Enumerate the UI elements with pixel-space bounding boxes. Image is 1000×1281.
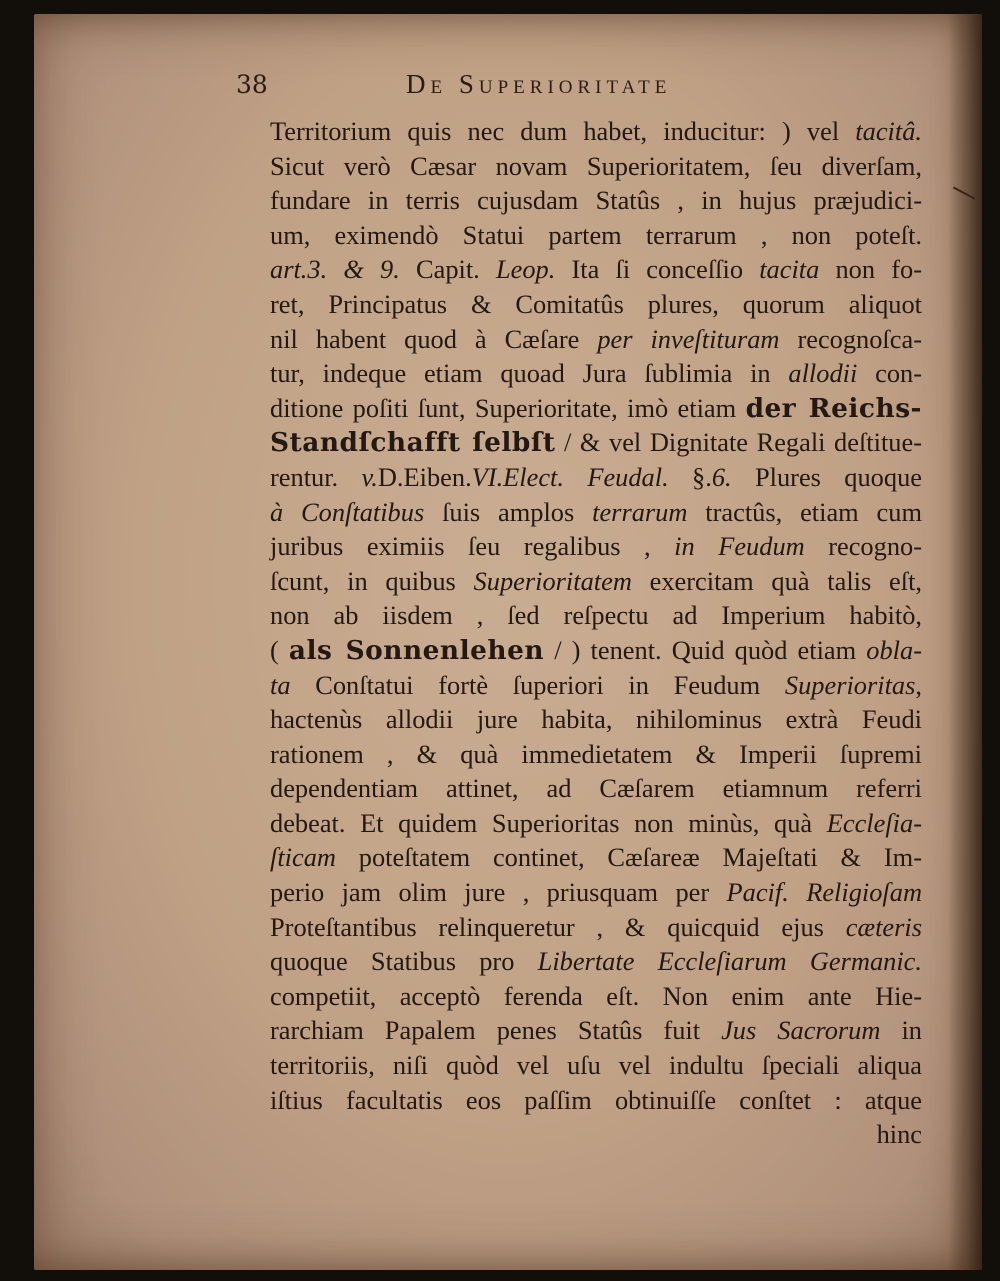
italic-text: Libertate Eccleſiarum Germanic. [537,946,922,977]
italic-text: Pacif. Religioſam [726,877,923,908]
italic-text: cæteris [845,911,922,942]
italic-text: obla- [866,634,922,665]
text-line [270,183,922,218]
text-line [270,979,922,1014]
text-segment: ſuis amplos [424,496,593,527]
text-line [270,771,922,806]
text-segment: exercitam quà talis eſt, [631,565,922,596]
text-segment: con- [857,358,922,389]
text-segment: D.Eiben. [377,461,472,492]
text-segment: tur, indeque etiam quoad Jura ſublimia in [270,358,789,389]
text-line [270,425,922,460]
text-segment: / ) tenent. Quid quòd etiam [544,634,867,665]
running-head: De Superioritate [406,69,672,99]
text-line [270,702,922,737]
text-line [270,356,922,391]
text-segment: in [880,1015,923,1046]
text-line [270,910,922,945]
text-line [270,598,922,633]
text-line [270,529,922,564]
text-segment: recogno- [804,531,923,562]
italic-text: tacitâ. [855,116,922,146]
text-line [270,252,922,287]
text-segment: iſtius facultatis eos paſſim obtinuiſſe conſtet : atque [270,1084,922,1115]
text-line [270,287,922,322]
text-segment: debeat. Et quidem Superioritas non minùs, quà [270,807,827,838]
italic-text: allodii [788,358,858,389]
text-line [270,322,922,357]
italic-text: terrarum [592,496,688,527]
fraktur-text: Standſchafft ſelbſt [270,427,556,459]
text-segment: recognoſca- [779,323,922,354]
text-line [270,840,922,875]
italic-text: per inveſtituram [597,323,780,354]
text-segment: non fo- [819,254,922,285]
text-segment: ditione poſiti ſunt, Superioritate, imò etiam [270,392,746,423]
text-segment: nil habent quod à Cæſare [270,323,598,354]
italic-text: ſticam [270,842,336,873]
text-line [270,875,922,910]
italic-text: Superioritas [784,669,916,700]
text-line [270,1013,922,1048]
text-segment: rationem , & quà immedietatem & Imperii ſupremi [270,738,922,769]
text-segment: juribus eximiis ſeu regalibus , [270,531,675,562]
fraktur-text: als Sonnenlehen [288,634,545,666]
text-segment: um, eximendò Statui partem terrarum , non poteſt. [270,219,922,250]
page-gutter-shadow [948,14,982,1270]
text-segment: Conſtatui fortè ſuperiori in Feudum [290,669,785,700]
text-segment: rentur. [270,461,362,492]
text-segment: ſcunt, in quibus [270,565,474,596]
italic-text: VI.Elect. Feudal. [471,461,669,492]
text-line [270,149,922,184]
text-line [270,668,922,703]
text-segment: Proteſtantibus relinqueretur , & quicquid ejus [270,911,846,942]
italic-text: Jus Sacrorum [721,1015,881,1046]
text-segment: Territorium quis nec dum habet, inducitur: ) vel [270,116,856,146]
text-line [270,1117,922,1152]
text-segment: hactenùs allodii jure habita, nihilominus extrà Feudi [270,704,922,735]
text-segment: non ab iisdem , ſed reſpectu ad Imperium habitò, [270,600,922,631]
text-segment: hinc [876,1119,922,1150]
page-number: 38 [236,70,268,99]
italic-text: Superioritatem [473,565,632,596]
text-segment: rarchiam Papalem penes Statûs fuit [270,1015,722,1046]
italic-text: Eccleſia- [826,807,922,838]
italic-text: v. [361,461,378,492]
text-segment: poteſtatem continet, Cæſareæ Majeſtati & Im- [335,842,922,873]
text-segment: §. [668,461,712,492]
fraktur-text: der Reichs- [745,392,922,424]
text-line [270,1048,922,1083]
text-line [270,1083,922,1118]
text-line [270,944,922,979]
text-segment: perio jam olim jure , priusquam per [270,877,727,908]
text-segment: territoriis, niſi quòd vel uſu vel indultu ſpeciali aliqua [270,1050,922,1081]
text-segment: Plures quoque [731,461,922,492]
text-line [270,737,922,772]
text-segment: Sicut verò Cæsar novam Superioritatem, ſeu diverſam, [270,150,922,181]
body-text [270,114,922,1152]
text-line [270,460,922,495]
text-line [270,391,922,426]
text-segment: competiit, acceptò ferenda eſt. Non enim ante Hie- [270,980,922,1011]
text-line [270,633,922,668]
text-line [270,495,922,530]
text-line [270,114,922,149]
text-segment: quoque Statibus pro [270,946,538,977]
text-segment: , [915,669,922,700]
italic-text: art.3. & 9. [270,254,400,285]
italic-text: 6. [711,461,732,492]
book-page [34,14,982,1270]
text-segment: ( [270,634,289,665]
text-line [270,806,922,841]
text-line [270,218,922,253]
italic-text: tacita [759,254,820,285]
text-line [270,564,922,599]
text-segment: / & vel Dignitate Regali deſtitue- [555,427,922,458]
text-segment: ret, Principatus & Comitatûs plures, quorum aliquot [270,288,922,319]
text-segment: Ita ſi conceſſio [555,254,760,285]
italic-text: in Feudum [674,531,805,562]
italic-text: ta [270,669,291,700]
text-segment: fundare in terris cujusdam Statûs , in hujus præjudici- [270,185,922,216]
italic-text: à Conſtatibus [270,496,425,527]
text-segment: Capit. [399,254,496,285]
italic-text: Leop. [495,254,556,285]
text-segment: tractûs, etiam cum [687,496,922,527]
text-segment: dependentiam attinet, ad Cæſarem etiamnum referri [270,773,922,804]
